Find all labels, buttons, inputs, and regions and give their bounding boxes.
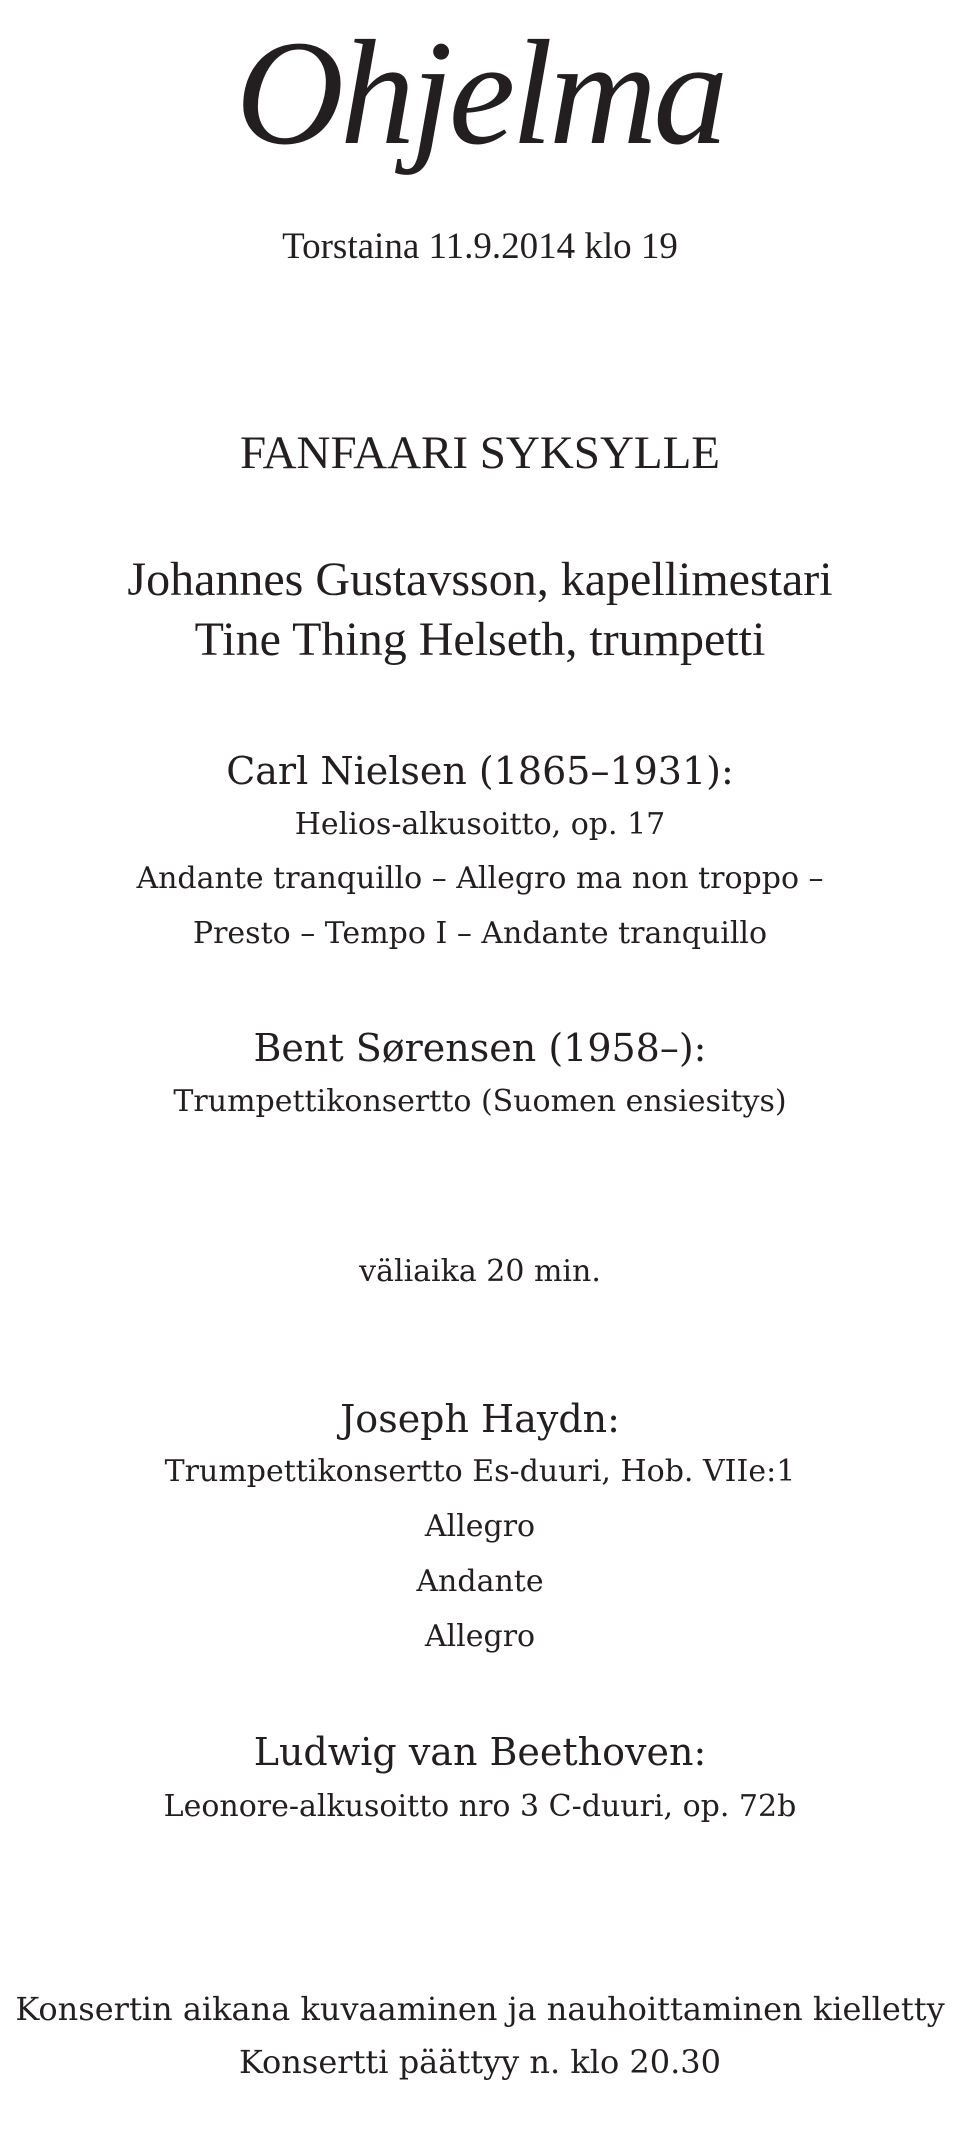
composer-sorensen: Bent Sørensen (1958–): bbox=[253, 1026, 707, 1070]
intermission-note: väliaika 20 min. bbox=[359, 1254, 601, 1289]
concert-date: Torstaina 11.9.2014 klo 19 bbox=[282, 226, 678, 267]
movement-line: Andante bbox=[416, 1564, 544, 1599]
composer-beethoven: Ludwig van Beethoven: bbox=[253, 1730, 707, 1774]
composer-haydn: Joseph Haydn: bbox=[340, 1397, 620, 1441]
concert-end-time: Konsertti päättyy n. klo 20.30 bbox=[238, 2043, 721, 2081]
performer-soloist: Tine Thing Helseth, trumpetti bbox=[194, 613, 766, 666]
performer-conductor: Johannes Gustavsson, kapellimestari bbox=[127, 553, 833, 606]
event-title: FANFAARI SYKSYLLE bbox=[239, 427, 721, 479]
movement-line: Allegro bbox=[424, 1509, 536, 1544]
composer-nielsen: Carl Nielsen (1865–1931): bbox=[226, 749, 734, 793]
program-title: Ohjelma bbox=[235, 10, 725, 176]
work-haydn: Trumpettikonsertto Es-duuri, Hob. VIIe:1 bbox=[164, 1454, 796, 1489]
work-nielsen: Helios-alkusoitto, op. 17 bbox=[294, 807, 666, 842]
movement-line: Andante tranquillo – Allegro ma non troppo – bbox=[136, 861, 824, 896]
work-beethoven: Leonore-alkusoitto nro 3 C-duuri, op. 72b bbox=[163, 1789, 797, 1824]
photography-notice: Konsertin aikana kuvaaminen ja nauhoittaminen kielletty bbox=[15, 1990, 945, 2028]
movement-line: Presto – Tempo I – Andante tranquillo bbox=[192, 916, 768, 951]
movement-line: Allegro bbox=[424, 1619, 536, 1654]
work-sorensen: Trumpettikonsertto (Suomen ensiesitys) bbox=[173, 1084, 787, 1119]
